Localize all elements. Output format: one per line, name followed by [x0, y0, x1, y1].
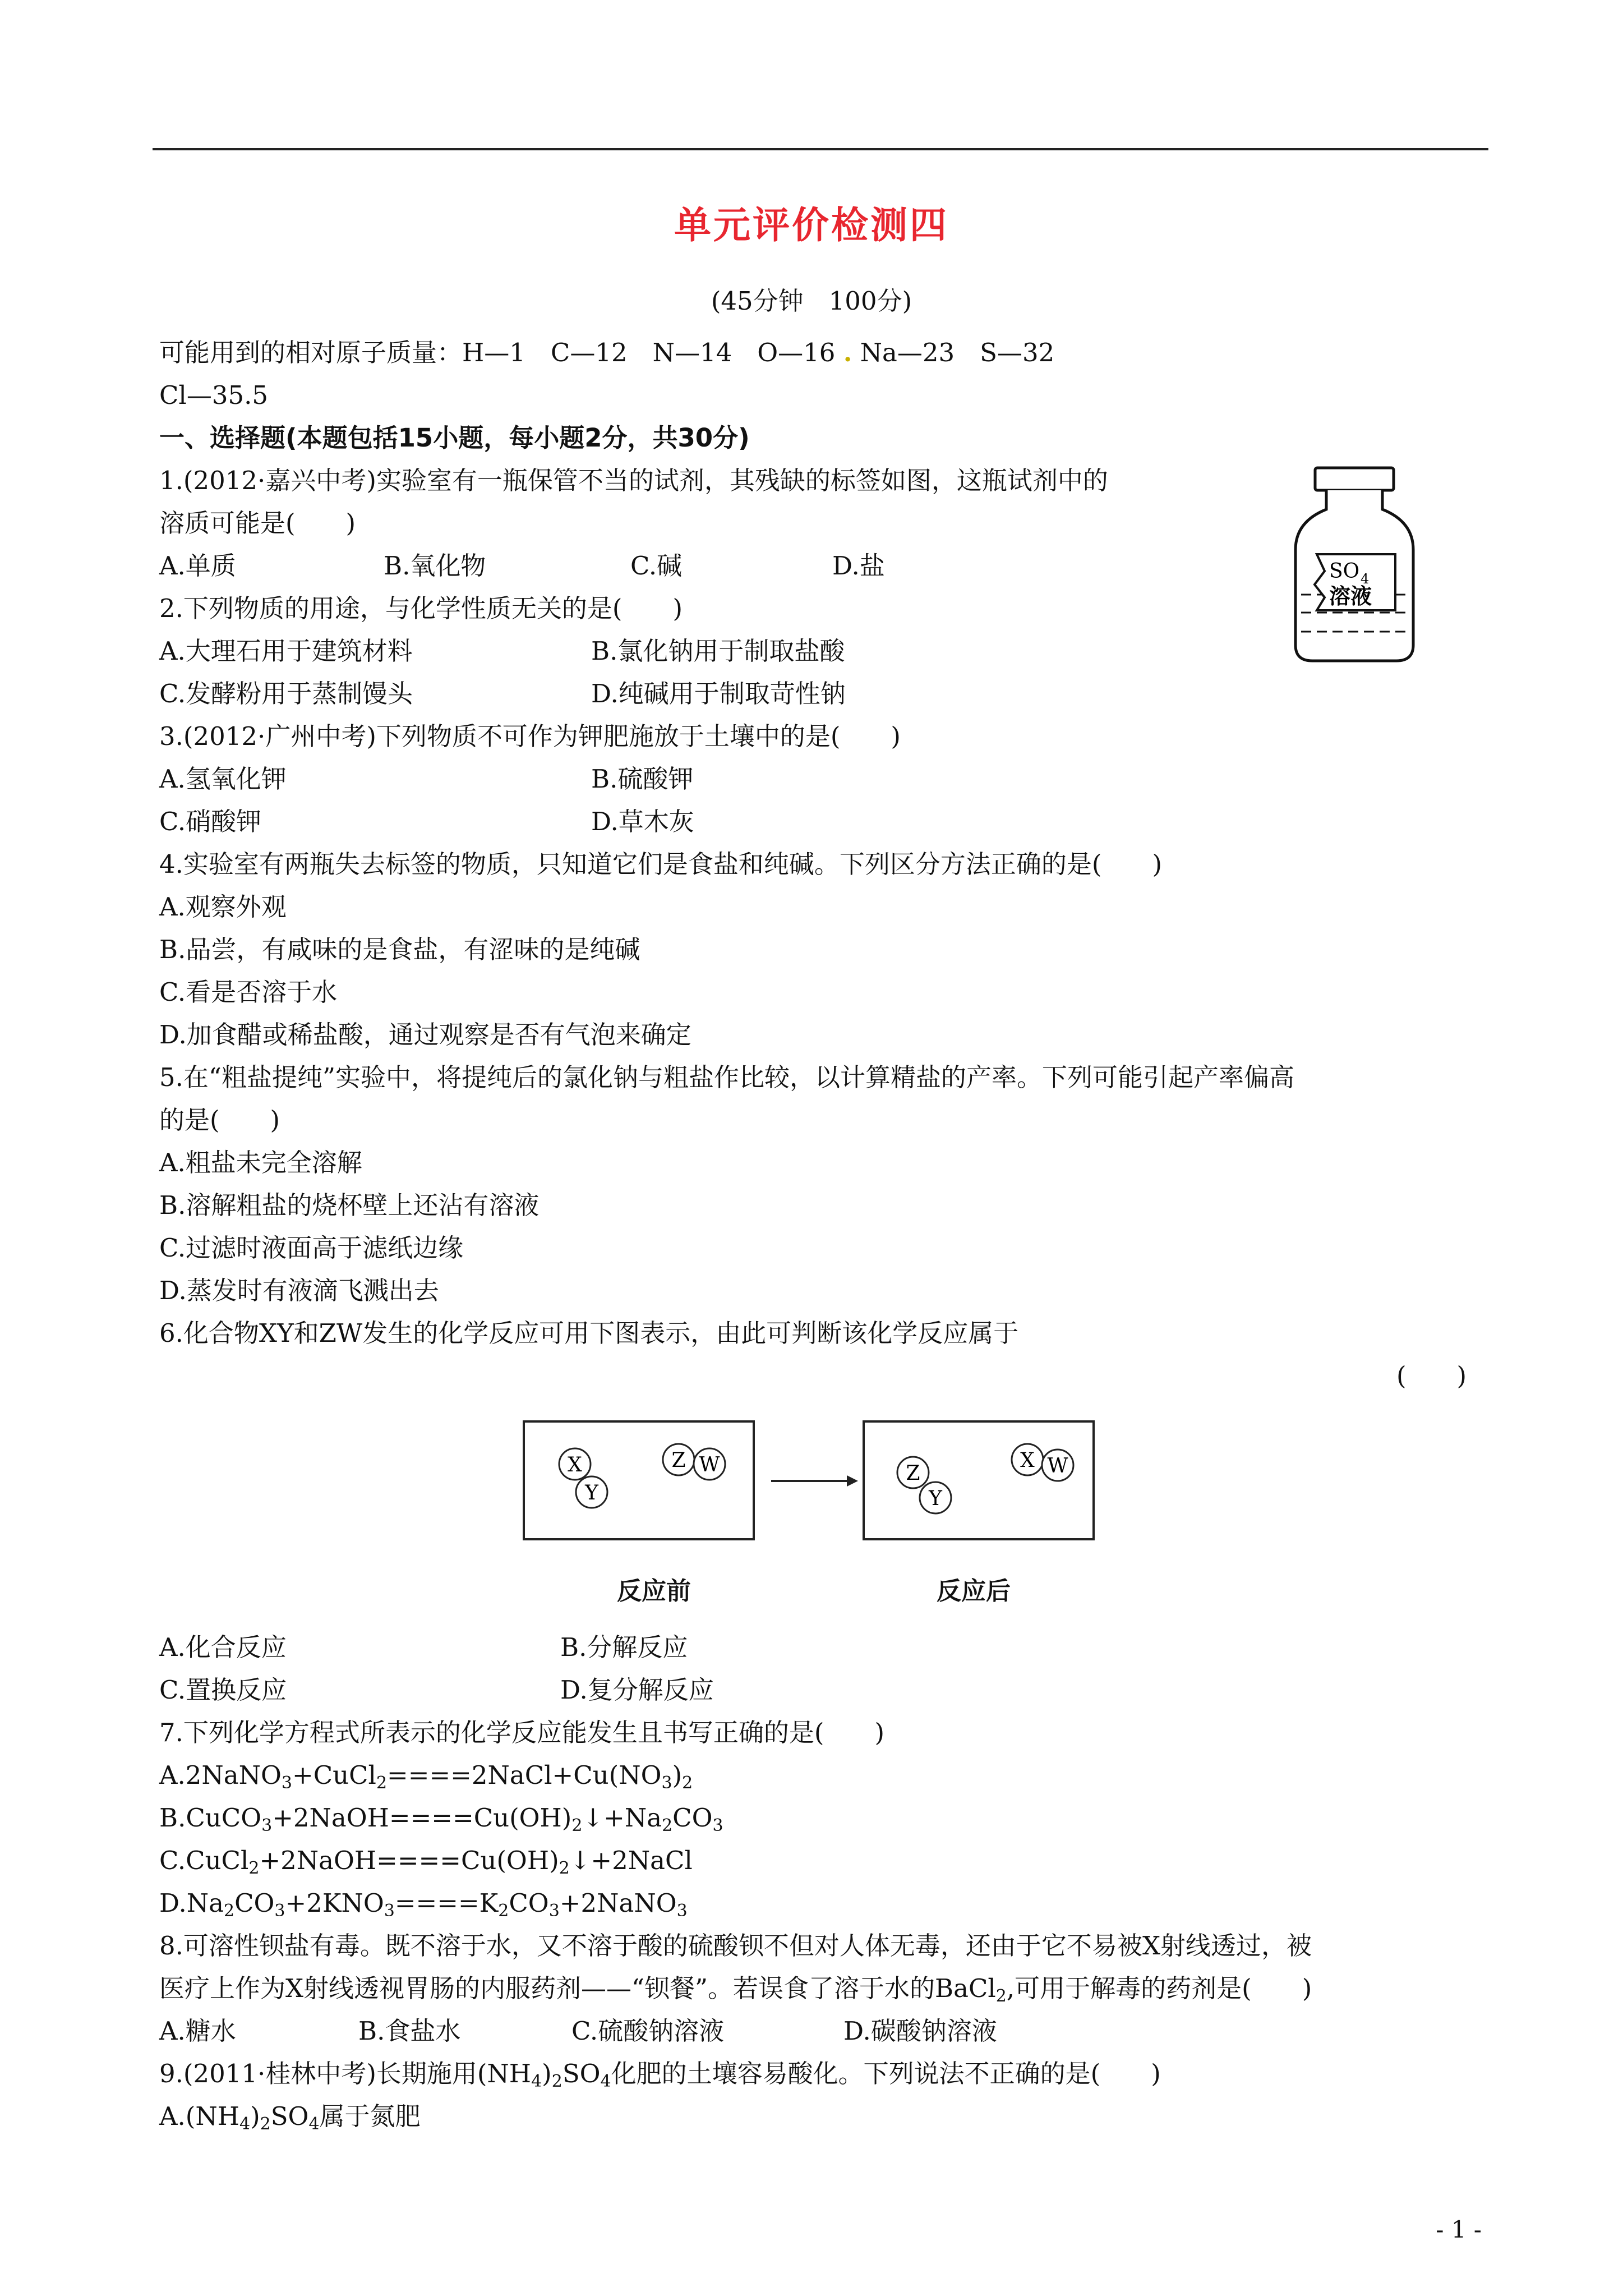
q9-stem-a: 9.(2011·桂林中考)长期施用(NH [159, 2059, 532, 2088]
q9-stem: 9.(2011·桂林中考)长期施用$(NH_4)_2SO_4$化肥的土壤容易酸化。下列说法不正确的是( ) [159, 2059, 1161, 2091]
q9-option-a-2: ) [250, 2101, 260, 2131]
page-subtitle: (45分钟 100分) [711, 286, 912, 316]
atomic-masses-part2: Na—23 S—32 [860, 338, 1055, 367]
q4-option-c: C.看是否溶于水 [159, 977, 338, 1007]
q5-option-c: C.过滤时液面高于滤纸边缘 [159, 1233, 464, 1263]
q4-option-b: B.品尝，有咸味的是食盐，有涩味的是纯碱 [159, 935, 640, 964]
q9-option-a-1: A.(NH [159, 2101, 239, 2131]
q7-option-b: $B.CuCO_3+2NaOH====Cu(OH)_2↓+Na_2CO_3$ [159, 1803, 723, 1835]
q8-option-b: B.食盐水 [358, 2016, 461, 2046]
q5-option-d: D.蒸发时有液滴飞溅出去 [159, 1276, 439, 1305]
q6-stem: 6.化合物XY和ZW发生的化学反应可用下图表示，由此可判断该化学反应属于 [159, 1318, 1019, 1348]
atom-x-after: X [1020, 1449, 1035, 1472]
q7-stem: 7.下列化学方程式所表示的化学反应能发生且书写正确的是( ) [159, 1718, 885, 1747]
q1-stem-line2: 溶质可能是( ) [159, 508, 356, 538]
q5-option-a: A.粗盐未完全溶解 [159, 1148, 362, 1177]
q1-option-a: A.单质 [159, 551, 236, 581]
q3-option-b: B.硫酸钾 [591, 764, 694, 794]
q2-option-c: C.发酵粉用于蒸制馒头 [159, 679, 413, 708]
q8-stem-line2-b: ,可用于解毒的药剂是( ) [1006, 1973, 1312, 2003]
q9-stem-b: ) [542, 2059, 552, 2088]
reagent-bottle-figure [1284, 466, 1424, 668]
atomic-masses-part1: H—1 C—12 N—14 O—16 [462, 338, 836, 367]
q7-option-d: $D.Na_2CO_3+2KNO_3====K_2CO_3+2NaNO_3$ [159, 1888, 688, 1921]
q3-option-c: C.硝酸钾 [159, 807, 262, 836]
reaction-diagram [522, 1419, 1110, 1604]
q9-stem-d: 化肥的土壤容易酸化。下列说法不正确的是( ) [611, 2059, 1161, 2088]
q6-option-b: B.分解反应 [560, 1632, 688, 1662]
q6-option-c: C.置换反应 [159, 1675, 287, 1705]
atom-w-before: W [699, 1453, 720, 1476]
q8-option-a: A.糖水 [159, 2016, 236, 2046]
bottle-label-bottom: 溶液 [1329, 584, 1372, 609]
atom-x-before: X [568, 1453, 582, 1476]
q8-stem-line1: 8.可溶性钡盐有毒。既不溶于水，又不溶于酸的硫酸钡不但对人体无毒，还由于它不易被X射线透过，被 [159, 1931, 1312, 1961]
header-rule [153, 148, 1488, 150]
section-heading: 一、选择题(本题包括15小题，每小题2分，共30分) [159, 423, 750, 453]
q9-option-a: $A.(NH_4)_2SO_4$属于氮肥 [159, 2101, 421, 2134]
after-label: 反应后 [937, 1577, 1011, 1605]
page-number: - 1 - [1436, 2216, 1482, 2243]
q7-option-c: $C.CuCl_2+2NaOH====Cu(OH)_2↓+2NaCl$ [159, 1846, 693, 1878]
atom-w-after: W [1047, 1455, 1068, 1478]
q8-option-d: D.碳酸钠溶液 [843, 2016, 997, 2046]
q1-stem-line1: 1.(2012·嘉兴中考)实验室有一瓶保管不当的试剂，其残缺的标签如图，这瓶试剂中的 [159, 466, 1108, 495]
q1-option-c: C.碱 [630, 551, 683, 581]
q3-option-a: A.氢氧化钾 [159, 764, 287, 794]
q6-option-d: D.复分解反应 [560, 1675, 714, 1705]
bottle-label-sub: 4 [1361, 571, 1370, 587]
q1-option-d: D.盐 [832, 551, 885, 581]
atom-y-before: Y [585, 1481, 598, 1504]
q9-option-a-4: 属于氮肥 [319, 2101, 421, 2131]
q3-stem: 3.(2012·广州中考)下列物质不可作为钾肥施放于土壤中的是( ) [159, 721, 901, 751]
q2-option-b: B.氯化钠用于制取盐酸 [591, 636, 845, 666]
q4-option-a: A.观察外观 [159, 892, 287, 922]
q8-option-c: C.硫酸钠溶液 [571, 2016, 725, 2046]
atom-z-before: Z [671, 1449, 686, 1472]
q6-answer-paren: ( ) [1396, 1361, 1467, 1391]
before-box [524, 1421, 754, 1539]
atomic-masses-label: 可能用到的相对原子质量： [159, 338, 463, 367]
q5-stem-line1: 5.在“粗盐提纯”实验中，将提纯后的氯化钠与粗盐作比较，以计算精盐的产率。下列可能引起产率偏高 [159, 1062, 1294, 1092]
q8-stem-line2: 医疗上作为X射线透视胃肠的内服药剂——“钡餐”。若误食了溶于水的BaCl$_2$,可用于解毒的药剂是( ) [159, 1973, 1312, 2006]
q7-option-a: $A.2NaNO_3+CuCl_2====2NaCl+Cu(NO_3)_2$ [159, 1760, 693, 1793]
q2-option-a: A.大理石用于建筑材料 [159, 636, 413, 666]
atom-z-after: Z [906, 1462, 920, 1485]
q6-option-a: A.化合反应 [159, 1632, 287, 1662]
arrow-icon [847, 1475, 858, 1487]
q4-option-d: D.加食醋或稀盐酸，通过观察是否有气泡来确定 [159, 1020, 691, 1050]
atom-y-after: Y [929, 1487, 942, 1510]
q9-stem-c: SO [562, 2059, 601, 2088]
atomic-masses-line [159, 337, 1054, 369]
q2-stem: 2.下列物质的用途，与化学性质无关的是( ) [159, 593, 683, 623]
q2-option-d: D.纯碱用于制取苛性钠 [591, 679, 846, 708]
page-title: 单元评价检测四 [674, 204, 949, 247]
q5-option-b: B.溶解粗盐的烧杯壁上还沾有溶液 [159, 1190, 540, 1220]
q3-option-d: D.草木灰 [591, 807, 694, 836]
atomic-masses-line2: Cl—35.5 [159, 380, 269, 410]
dot-mark: . [843, 338, 852, 367]
q5-stem-line2: 的是( ) [159, 1105, 280, 1135]
q8-stem-line2-a: 医疗上作为X射线透视胃肠的内服药剂——“钡餐”。若误食了溶于水的BaCl [159, 1973, 996, 2003]
q9-option-a-3: SO [270, 2101, 309, 2131]
before-label: 反应前 [617, 1577, 691, 1605]
bottle-label-top: SO [1329, 560, 1360, 583]
q4-stem: 4.实验室有两瓶失去标签的物质，只知道它们是食盐和纯碱。下列区分方法正确的是( ) [159, 849, 1163, 879]
q1-option-b: B.氧化物 [384, 551, 486, 581]
